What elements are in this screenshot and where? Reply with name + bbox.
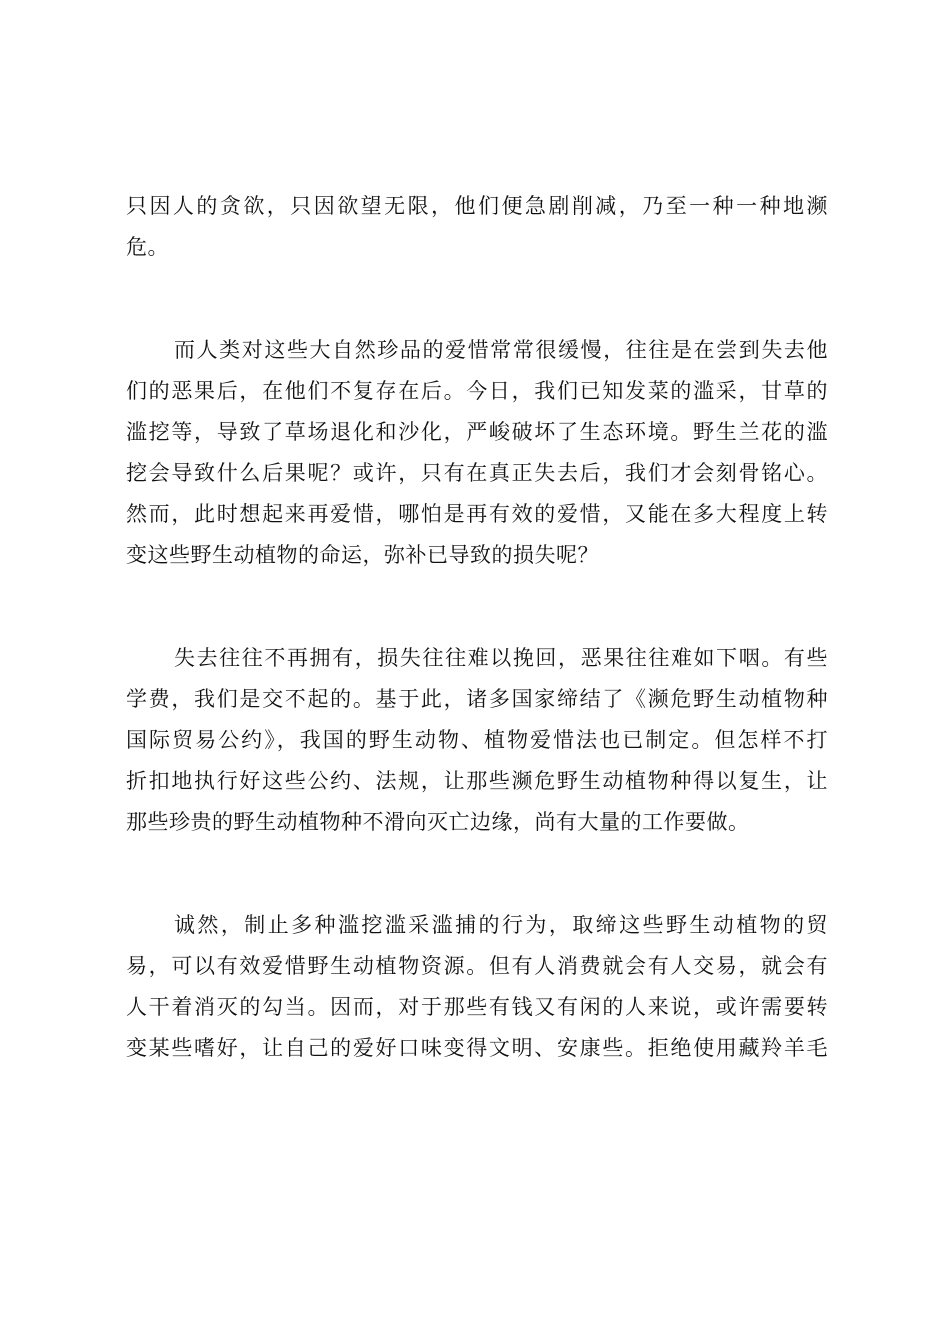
paragraph-4 [126,905,828,1069]
text-line: 学费，我们是交不起的。基于此，诸多国家缔结了《濒危野生动植物种 [126,687,828,711]
text-line: 而人类对这些大自然珍品的爱惜常常很缓慢，往往是在尝到失去他 [174,338,828,362]
text-line: 那些珍贵的野生动植物种不滑向灭亡边缘，尚有大量的工作要做。 [126,810,750,834]
text-line: 挖会导致什么后果呢？或许，只有在真正失去后，我们才会刻骨铭心。 [126,461,828,485]
document-body [126,186,828,1131]
text-line: 然而，此时想起来再爱惜，哪怕是再有效的爱惜，又能在多大程度上转 [126,502,828,526]
text-line: 易，可以有效爱惜野生动植物资源。但有人消费就会有人交易，就会有 [126,954,828,978]
paragraph-3 [126,638,828,843]
text-line: 变某些嗜好，让自己的爱好口味变得文明、安康些。拒绝使用藏羚羊毛 [126,1036,828,1060]
text-line: 人干着消灭的勾当。因而，对于那些有钱又有闲的人来说，或许需要转 [126,995,828,1019]
text-line: 折扣地执行好这些公约、法规，让那些濒危野生动植物种得以复生，让 [126,769,828,793]
text-line: 诚然，制止多种滥挖滥采滥捕的行为，取缔这些野生动植物的贸 [174,913,828,937]
text-line: 只因人的贪欲，只因欲望无限，他们便急剧削减，乃至一种一种地濒 [126,194,828,218]
text-line: 滥挖等，导致了草场退化和沙化，严峻破坏了生态环境。野生兰花的滥 [126,420,828,444]
text-line: 危。 [126,235,169,259]
text-line: 变这些野生动植物的命运，弥补已导致的损失呢？ [126,543,599,567]
paragraph-1 [126,186,828,268]
text-line: 国际贸易公约》，我国的野生动物、植物爱惜法也已制定。但怎样不打 [126,728,828,752]
paragraph-2 [126,330,828,576]
text-line: 失去往往不再拥有，损失往往难以挽回，恶果往往难如下咽。有些 [174,646,828,670]
text-line: 们的恶果后，在他们不复存在后。今日，我们已知发菜的滥采，甘草的 [126,379,828,403]
